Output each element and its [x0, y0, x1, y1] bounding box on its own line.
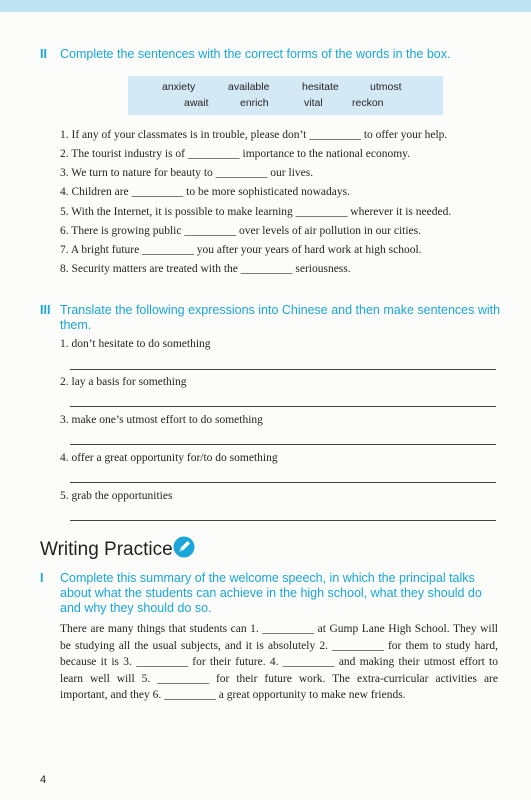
word-box-item: anxiety	[162, 81, 196, 93]
sentence-item: 2. The tourist industry is of _________ importance to the national economy.	[60, 148, 411, 160]
expression-item: 2. lay a basis for something	[60, 376, 187, 388]
word-box-item: hesitate	[302, 81, 339, 93]
section-3-instruction-line-2: them.	[60, 318, 92, 332]
word-box	[128, 76, 443, 115]
pencil-icon	[173, 536, 195, 558]
sentence-item: 8. Security matters are treated with the _________ seriousness.	[60, 263, 351, 275]
summary-paragraph: There are many things that students can 1. _________ at Gump Lane High School. They will be studying all the usual subjects, and it is absolutely 2. _________ for them to study hard, because it is 3. _________ for their future. 4. _________ and making their utmost effort to learn well will 5. _________ for their future work. The extra-curricular activities are important, and they 6. _________ a great opportunity to make new friends.	[60, 623, 498, 701]
sentence-item: 7. A bright future _________ you after your years of hard work at high school.	[60, 244, 422, 256]
sentence-item: 5. With the Internet, it is possible to make learning _________ wherever it is needed.	[60, 206, 452, 218]
word-box-item: available	[228, 81, 270, 93]
sentence-item: 6. There is growing public _________ over levels of air pollution in our cities.	[60, 225, 422, 237]
section-2-number: II	[40, 47, 47, 61]
answer-line[interactable]	[70, 482, 496, 483]
writing-number: I	[40, 571, 44, 585]
page-number: 4	[40, 774, 47, 786]
word-box-item: reckon	[352, 97, 384, 109]
expression-item: 5. grab the opportunities	[60, 490, 173, 502]
word-box-item: enrich	[240, 97, 269, 109]
sentence-item: 3. We turn to nature for beauty to _________ our lives.	[60, 167, 314, 179]
writing-instruction-line-3: and why they should do so.	[60, 601, 212, 615]
word-box-item: vital	[304, 97, 323, 109]
section-3-number: III	[40, 303, 51, 317]
expression-item: 4. offer a great opportunity for/to do something	[60, 452, 278, 464]
section-3-heading	[40, 303, 520, 335]
writing-instruction-line-2: about what the students can achieve in the high school, what they should do	[60, 586, 482, 600]
answer-line[interactable]	[70, 406, 496, 407]
top-color-bar	[0, 0, 531, 12]
word-box-item: await	[184, 97, 209, 109]
expression-item: 3. make one’s utmost effort to do something	[60, 414, 263, 426]
writing-instruction-line-1: Complete this summary of the welcome speech, in which the principal talks	[60, 571, 475, 585]
sentence-item: 1. If any of your classmates is in trouble, please don’t _________ to offer your help.	[60, 129, 448, 141]
section-2-instruction: Complete the sentences with the correct forms of the words in the box.	[60, 47, 451, 61]
sentence-item: 4. Children are _________ to be more sophisticated nowadays.	[60, 186, 350, 198]
section-3-instruction-line-1: Translate the following expressions into Chinese and then make sentences with	[60, 303, 501, 317]
writing-instruction-heading	[40, 571, 520, 617]
answer-line[interactable]	[70, 369, 496, 370]
writing-practice-title: Writing Practice	[40, 539, 173, 560]
answer-line[interactable]	[70, 444, 496, 445]
expression-item: 1. don’t hesitate to do something	[60, 338, 211, 350]
answer-line[interactable]	[70, 520, 496, 521]
word-box-item: utmost	[370, 81, 402, 93]
